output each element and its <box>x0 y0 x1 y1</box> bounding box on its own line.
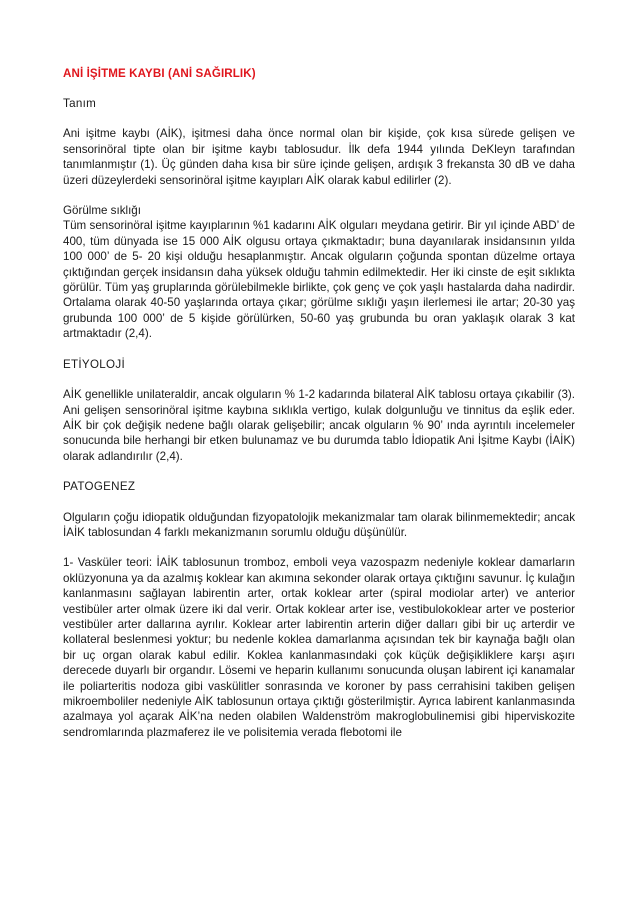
paragraph-gorulme: Tüm sensorinöral işitme kayıplarının %1 kadarını AİK olguları meydana getirir. Bir yıl içinde ABD’ de 400, tüm dünyada ise 15 000 AİK olgusu ortaya çıkmaktadır; buna dayanılarak insidansının yılda 100 000’ de 5- 20 kişi olduğu hesaplanmıştır. Ancak olguların çoğunda spontan düzelme ortaya çıktığından gerçek insidansın daha yüksek olduğu tahmin edilmektedir. Her iki cinste de eşit sıklıkta görülür. Tüm yaş gruplarında görülebilmekle birlikte, çok genç ve çok yaşlı hastalarda daha nadirdir. Ortalama olarak 40-50 yaşlarında ortaya çıkar; görülme sıklığı yaşın ilerlemesi ile artar; 20-30 yaş grubunda 100 000’ de 5 kişide görülürken, 50-60 yaş grubunda bu oran yaklaşık olarak 3 kat artmaktadır (2,4). <box>63 219 575 341</box>
paragraph-etiyoloji: AİK genellikle unilateraldir, ancak olguların % 1-2 kadarında bilateral AİK tablosu ortaya çıkabilir (3). Ani gelişen sensorinöral işitme kaybına sıklıkla vertigo, kulak dolgunluğu ve tinnitus da eşlik eder. AİK bir çok değişik nedene bağlı olarak gelişebilir; ancak olguların % 90’ ında ayrıntılı incelemeler sonucunda bile herhangi bir etken bulunamaz ve bu durumda tablo İdiopatik Ani İşitme Kaybı (İAİK) olarak adlandırılır (2,4). <box>63 388 575 463</box>
paragraph-tanim: Ani işitme kaybı (AİK), işitmesi daha önce normal olan bir kişide, çok kısa sürede gelişen ve sensorinöral tipte olan bir işitme kaybı tablosudur. İlk defa 1944 yılında DeKleyn tarafından tanımlanmıştır (1). Üç günden daha kısa bir süre içinde gelişen, ardışık 3 frekansta 30 dB ve daha üzeri düzeylerdeki sensorinöral işitme kayıpları AİK olarak kabul edilirler (2). <box>63 127 575 187</box>
section-heading-gorulme: Görülme sıklığı <box>63 204 141 218</box>
section-heading-etiyoloji: ETİYOLOJİ <box>63 357 125 371</box>
section-heading-patogenez: PATOGENEZ <box>63 480 136 494</box>
document-title: ANİ İŞİTME KAYBI (ANİ SAĞIRLIK) <box>63 67 256 80</box>
paragraph-vascular-theory: 1- Vasküler teori: İAİK tablosunun tromboz, emboli veya vazospazm nedeniyle koklear damarların oklüzyonuna ya da azalmış koklear kan akımına sekonder olarak ortaya çıktığını savunur. İç kulağın kanlanmasını sağlayan labirentin arter, ortak koklear arter (spiral modiolar arter) ve anterior vestibüler arter olmak üzere iki dal verir. Ortak koklear arter ise, vestibulokoklear arter ve posterior vestibüler arter dallarına ayrılır. Koklear arter labirentin arterin diğer dalları gibi bir uç arterdir ve kollateral beslenmesi yoktur; bu nedenle koklea damarlanma açısından tek bir kaynağa bağlı olan bir uç organ olarak kabul edilir. Koklea kanlanmasındaki çok küçük değişikliklere karşı aşırı derecede duyarlı bir organdır. Lösemi ve heparin kullanımı sonucunda oluşan labirent içi kanamalar ile poliarteritis nodoza gibi vaskülitler sonrasında ve koroner by pass cerrahisini takiben gelişen mikroemboliler nedeniyle AİK tablosunun ortaya çıktığı gösterilmiştir. Ayrıca labirent kanlanmasında azalmaya yol açarak AİK’na neden olabilen Waldenström makroglobulinemisi gibi hiperviskozite sendromlarında plazmaferez ile ve polisitemia verada flebotomi ile <box>63 556 575 739</box>
paragraph-patogenez: Olguların çoğu idiopatik olduğundan fizyopatolojik mekanizmalar tam olarak bilinmemektedir; ancak İAİK tablosundan 4 farklı mekanizmanın sorumlu olduğu düşünülür. <box>63 510 575 539</box>
section-heading-tanim: Tanım <box>63 97 97 110</box>
